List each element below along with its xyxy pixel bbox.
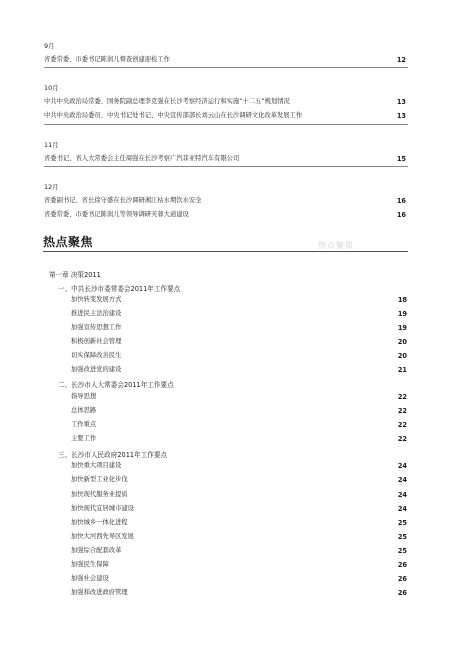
item-text: 加快重大项目建设 xyxy=(71,462,122,469)
item-page-number: 25 xyxy=(397,533,407,541)
toc-entry[interactable] xyxy=(44,154,406,164)
chapter-title: 第一章 决策2011 xyxy=(49,271,101,279)
item-text: 加强综合配套改革 xyxy=(71,547,122,554)
part-title: 二、长沙市人大常委会2011年工作要点 xyxy=(58,381,174,389)
toc-item[interactable] xyxy=(71,295,407,305)
item-text: 加快城乡一体化进程 xyxy=(71,519,128,526)
section-divider xyxy=(43,251,408,252)
toc-item[interactable] xyxy=(71,392,407,402)
item-page-number: 22 xyxy=(397,421,407,429)
toc-item[interactable] xyxy=(71,475,407,485)
month-heading: 10月 xyxy=(44,84,59,92)
part-title: 一、中共长沙市委常委会2011年工作要点 xyxy=(58,285,181,293)
toc-item[interactable] xyxy=(71,434,407,444)
entry-page-number: 12 xyxy=(396,56,406,64)
entry-page-number: 13 xyxy=(396,112,406,120)
item-page-number: 26 xyxy=(397,589,407,597)
item-page-number: 20 xyxy=(397,338,407,346)
item-text: 工作重点 xyxy=(71,421,97,428)
item-text: 总体思路 xyxy=(71,407,97,414)
item-text: 主要工作 xyxy=(71,435,97,442)
toc-item[interactable] xyxy=(71,560,407,570)
toc-item[interactable] xyxy=(71,532,407,542)
toc-item[interactable] xyxy=(71,490,407,500)
item-page-number: 25 xyxy=(397,547,407,555)
entry-divider xyxy=(44,124,408,125)
item-text: 加快新型工业化步伐 xyxy=(71,476,128,483)
item-page-number: 26 xyxy=(397,561,407,569)
toc-item[interactable] xyxy=(71,351,407,361)
toc-item[interactable] xyxy=(71,546,407,556)
toc-item[interactable] xyxy=(71,406,407,416)
item-text: 加强和改进政府管理 xyxy=(71,589,128,596)
toc-item[interactable] xyxy=(71,337,407,347)
item-text: 加强民生保障 xyxy=(71,561,109,568)
item-text: 推进民主法治建设 xyxy=(71,310,122,317)
item-text: 加快现代宜居城市建设 xyxy=(71,505,134,512)
item-text: 加强改进党的建设 xyxy=(71,366,122,373)
toc-entry[interactable] xyxy=(44,210,406,220)
toc-item[interactable] xyxy=(71,518,407,528)
entry-text: 省委书记、省人大常委会主任周强在长沙考察广汽菲亚特汽车有限公司 xyxy=(44,155,240,162)
toc-entry[interactable] xyxy=(44,111,406,121)
month-heading: 11月 xyxy=(44,141,59,149)
section-title: 热点聚焦 xyxy=(43,235,94,249)
toc-entry[interactable] xyxy=(44,97,406,107)
entry-divider xyxy=(44,166,408,167)
month-heading: 9月 xyxy=(44,42,55,50)
item-text: 加强社会建设 xyxy=(71,575,109,582)
entry-text: 省委副书记、省长徐守盛在长沙调研湘江枯水期饮水安全 xyxy=(44,197,202,204)
toc-item[interactable] xyxy=(71,574,407,584)
toc-item[interactable] xyxy=(71,588,407,598)
item-page-number: 22 xyxy=(397,393,407,401)
entry-page-number: 16 xyxy=(396,211,406,219)
item-text: 积极创新社会管理 xyxy=(71,338,122,345)
item-page-number: 24 xyxy=(397,491,407,499)
item-page-number: 19 xyxy=(397,310,407,318)
entry-page-number: 15 xyxy=(396,155,406,163)
part-title: 三、长沙市人民政府2011年工作要点 xyxy=(58,451,168,459)
month-heading: 12月 xyxy=(44,183,59,191)
item-text: 加快大河西先导区发展 xyxy=(71,533,134,540)
entry-page-number: 13 xyxy=(396,98,406,106)
show-through-text: 热点聚焦 xyxy=(318,241,354,250)
entry-page-number: 16 xyxy=(396,197,406,205)
toc-item[interactable] xyxy=(71,461,407,471)
toc-entry[interactable] xyxy=(44,196,406,206)
entry-text: 中共中央政治局常委、国务院副总理李克强在长沙考察经济运行和实施“十二五”规划情况 xyxy=(44,98,290,105)
entry-divider xyxy=(44,67,408,68)
toc-item[interactable] xyxy=(71,365,407,375)
item-text: 切实保障改善民生 xyxy=(71,352,122,359)
item-page-number: 19 xyxy=(397,324,407,332)
item-page-number: 21 xyxy=(397,366,407,374)
item-page-number: 24 xyxy=(397,476,407,484)
item-text: 加强宣传思想工作 xyxy=(71,324,122,331)
item-page-number: 22 xyxy=(397,435,407,443)
entry-text: 中共中央政治局委员、中央书记处书记、中央宣传部部长刘云山在长沙调研文化改革发展工作 xyxy=(44,112,303,119)
item-text: 加快转变发展方式 xyxy=(71,296,122,303)
item-page-number: 24 xyxy=(397,462,407,470)
item-page-number: 26 xyxy=(397,575,407,583)
entry-text: 省委常委、市委书记陈润儿等领导调研芙蓉大道建设 xyxy=(44,211,189,218)
item-page-number: 24 xyxy=(397,505,407,513)
item-text: 加快现代服务业提质 xyxy=(71,491,128,498)
toc-item[interactable] xyxy=(71,420,407,430)
toc-item[interactable] xyxy=(71,309,407,319)
toc-entry[interactable] xyxy=(44,55,406,65)
item-page-number: 18 xyxy=(397,296,407,304)
item-page-number: 22 xyxy=(397,407,407,415)
item-text: 指导思想 xyxy=(71,393,97,400)
toc-item[interactable] xyxy=(71,323,407,333)
entry-text: 省委常委、市委书记陈润儿督查创建迎检工作 xyxy=(44,56,170,63)
item-page-number: 25 xyxy=(397,519,407,527)
item-page-number: 20 xyxy=(397,352,407,360)
toc-item[interactable] xyxy=(71,504,407,514)
